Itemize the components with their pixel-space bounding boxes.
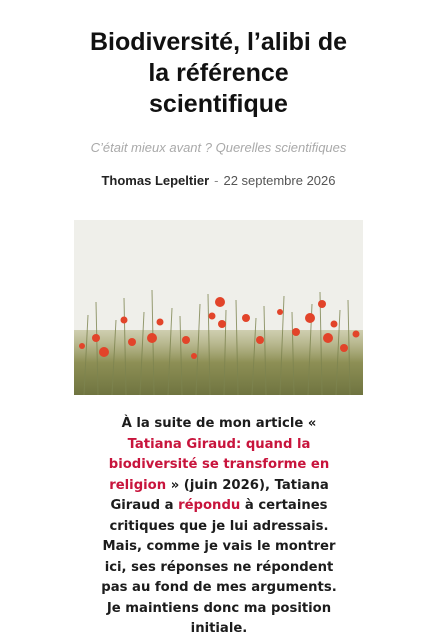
hero-image: [74, 220, 363, 395]
article-category[interactable]: C’était mieux avant ? Querelles scientifiques: [90, 140, 347, 155]
article-lead: [96, 414, 342, 640]
title-line-1: Biodiversité, l’alibi de: [89, 28, 348, 56]
lead-text-3: à certaines critiques que je lui adressais. Mais, comme je vais le montrer ici, ses réponses ne répondent pas au fond de mes arguments. Je maintiens donc ma position initiale.: [101, 498, 337, 636]
lead-text-1: À la suite de mon article «: [121, 416, 317, 431]
previous-article-link[interactable]: Tatiana Giraud: quand la biodiversité se transforme en religion: [108, 436, 330, 493]
title-line-3: scientifique: [149, 90, 288, 118]
title-line-2: la référence: [148, 59, 289, 87]
article-title: [40, 27, 397, 120]
author-link[interactable]: Thomas Lepeltier: [101, 173, 210, 188]
poppy-field-illustration: [74, 220, 363, 395]
publish-date: 22 septembre 2026: [223, 173, 336, 188]
byline: [20, 173, 417, 188]
byline-separator: -: [214, 173, 219, 188]
lead-text-2: » (juin 2026), Tatiana Giraud a: [110, 477, 329, 513]
response-link[interactable]: répondu: [178, 498, 241, 513]
